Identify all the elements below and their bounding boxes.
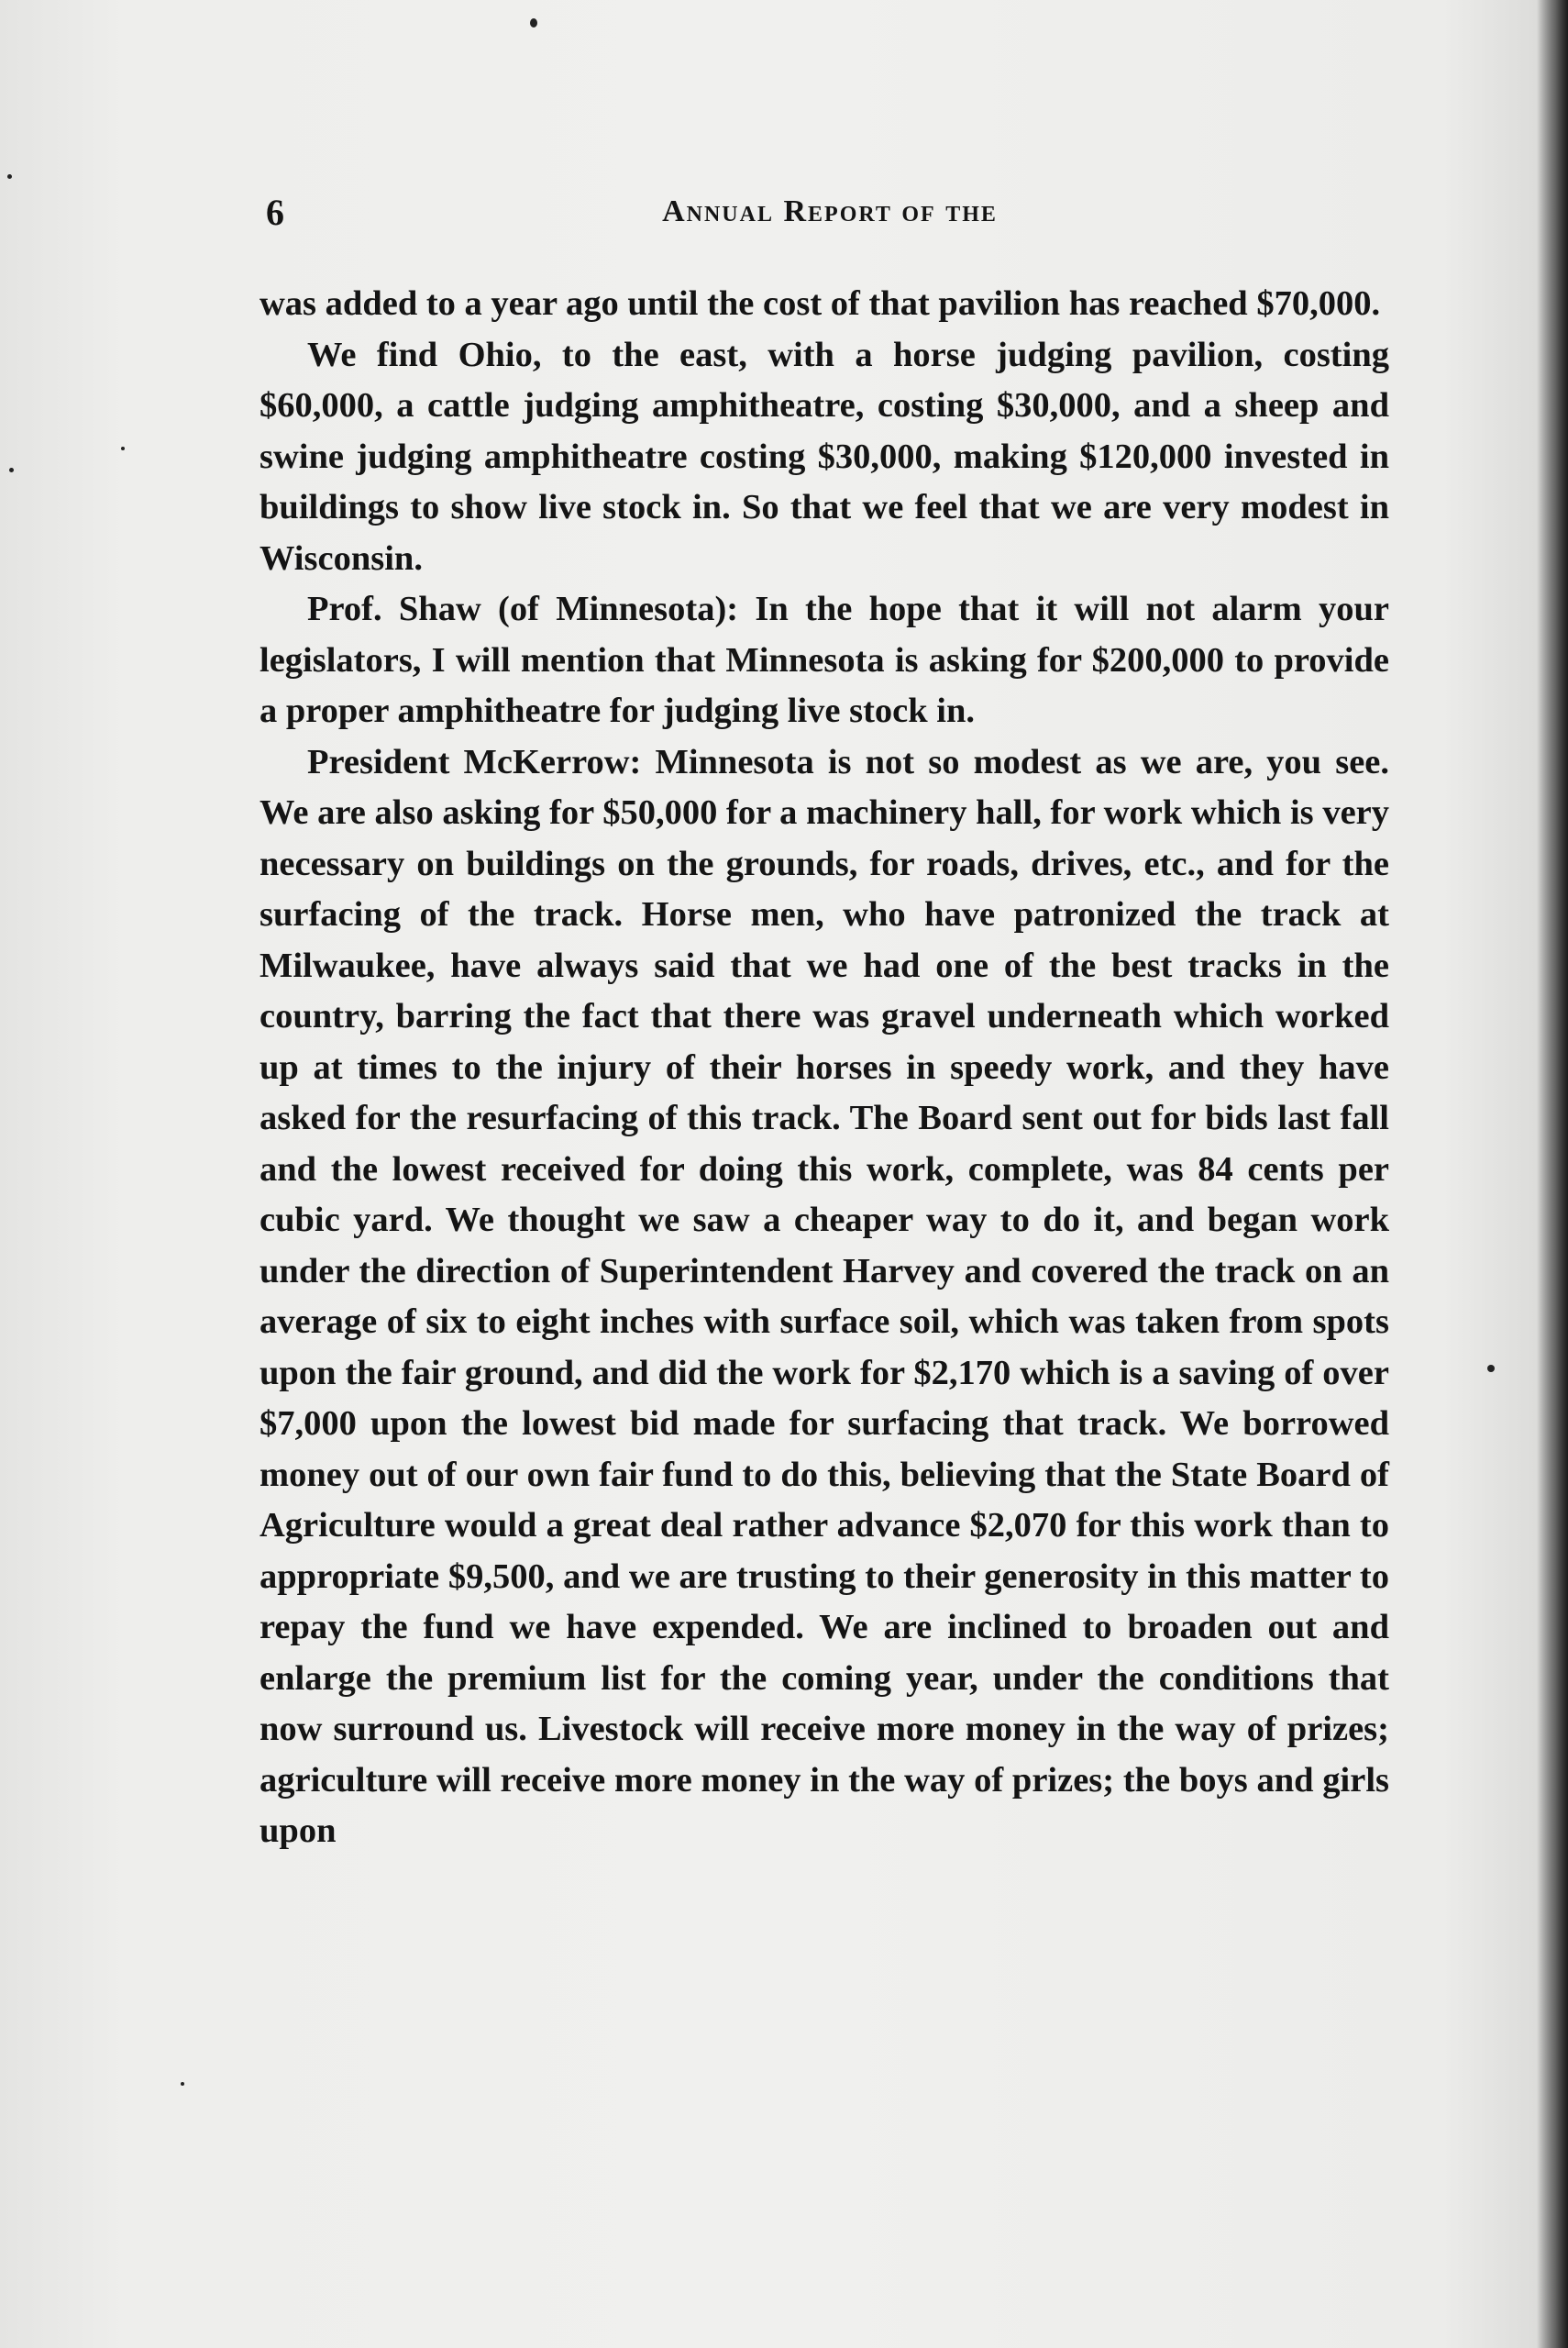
- speaker-label: Prof. Shaw (of Minnesota):: [307, 590, 739, 628]
- speaker-label: President McKerrow:: [307, 742, 642, 781]
- paragraph-text: Minnesota is not so modest as we are, you see. We are also asking for $50,000 for a machinery hall, for work which is very necessary on buildings on the grounds, for roads, drives, etc., and for the surfacing of the track. Horse men, who have patronized the track at Milwaukee, have always said that we had one of the best tracks in the country, barring the fact that there was gravel underneath which worked up at times to the injury of their horses in speedy work, and they have asked for the resurfacing of this track. The Board sent out for bids last fall and the lowest received for doing this work, complete, was 84 cents per cubic yard. We thought we saw a cheaper way to do it, and began work under the direction of Superintendent Harvey and covered the track on an average of six to eight inches with surface soil, which was taken from spots upon the fair ground, and did the work for $2,170 which is a saving of over $7,000 upon the lowest bid made for surfacing that track. We borrowed money out of our own fair fund to do this, believing that the State Board of Agriculture would a great deal rather advance $2,070 for this work than to appropriate $9,500, and we are trusting to their generosity in this matter to repay the fund we have expended. We are inclined to broaden out and enlarge the premium list for the coming year, under the conditions that now surround us. Livestock will receive more money in the way of prizes; agriculture will receive more money in the way of prizes; the boys and girls upon: [259, 742, 1389, 1850]
- scan-speck: [9, 468, 14, 472]
- paragraph: [259, 279, 1389, 330]
- paragraph: [259, 737, 1389, 1857]
- paragraph-text: was added to a year ago until the cost of that pavilion has reached $70,000.: [259, 284, 1381, 323]
- scan-speck: [1487, 1365, 1495, 1372]
- paragraph-text: We find Ohio, to the east, with a horse judging pavilion, costing $60,000, a cattle judging amphitheatre, costing $30,000, and a sheep and swine judging amphitheatre costing $30,000, making $120,000 invested in buildings to show live stock in. So that we feel that we are very modest in Wisconsin.: [259, 335, 1389, 578]
- running-head: Annual Report of the: [662, 194, 998, 228]
- page-number: 6: [266, 192, 284, 233]
- scan-speck: [7, 174, 12, 179]
- paragraph: [259, 330, 1389, 585]
- scan-speck: [121, 447, 125, 450]
- paragraph-text: In the hope that it will not alarm your legislators, I will mention that Minnesota is asking for $200,000 to provide a proper amphitheatre for judging live stock in.: [259, 590, 1389, 730]
- scan-speck: [181, 2082, 184, 2086]
- page-header: [266, 191, 1394, 246]
- scan-speck: [530, 18, 537, 28]
- page-edge-shadow: [1537, 0, 1568, 2348]
- paragraph: [259, 584, 1389, 737]
- body-text: [259, 279, 1389, 1857]
